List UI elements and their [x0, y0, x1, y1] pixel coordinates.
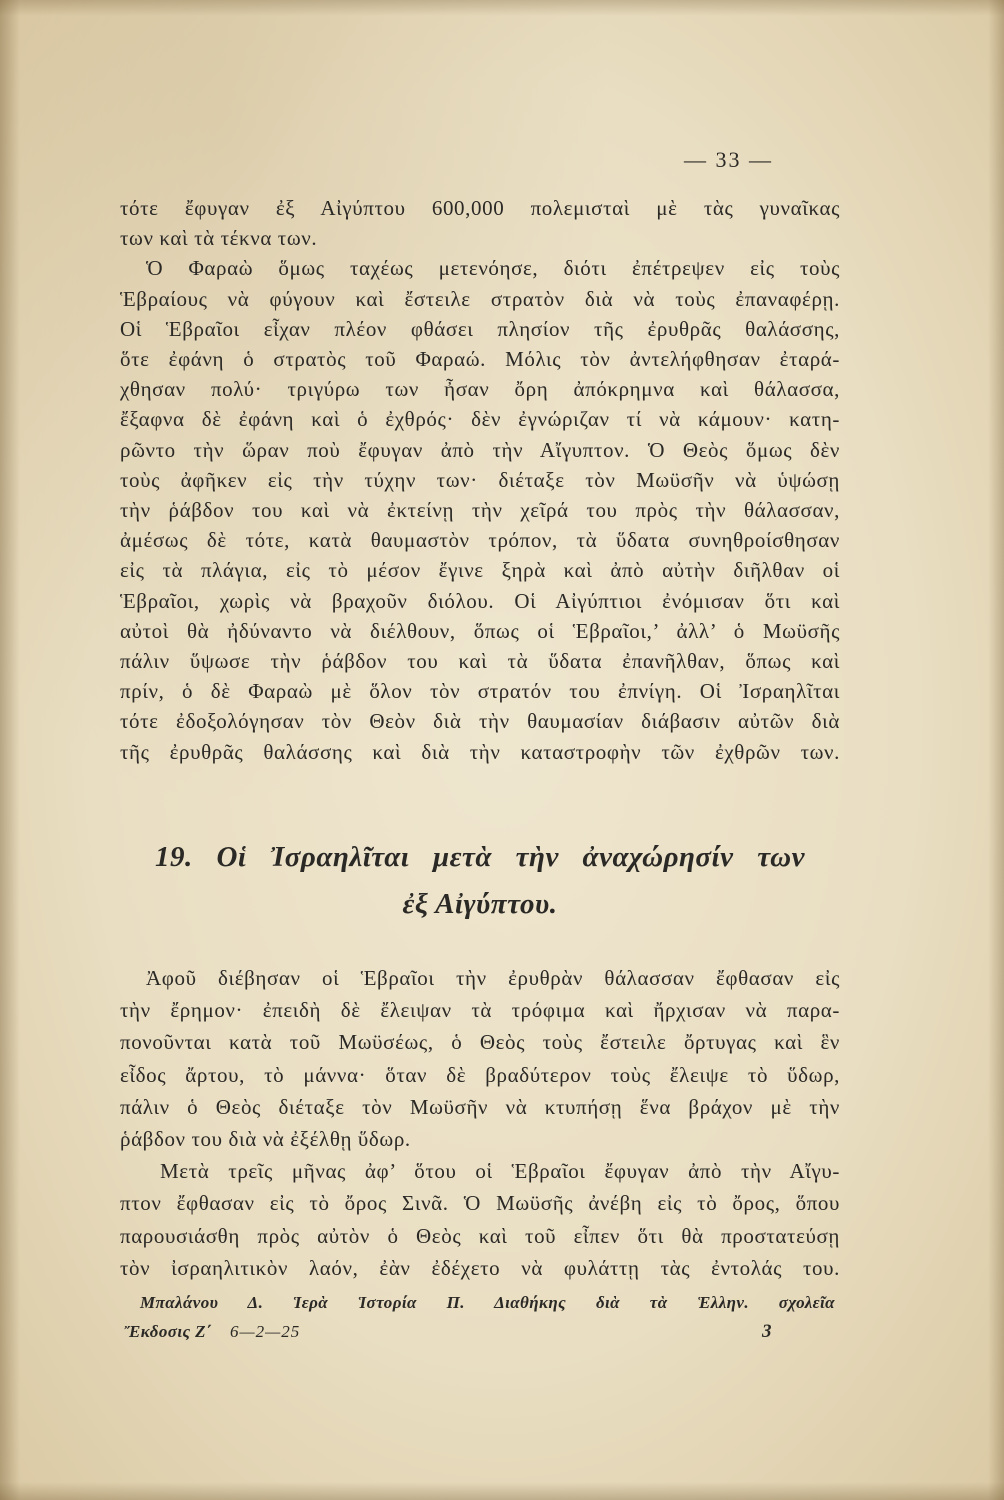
edition-label: Ἔκδοσις Ζ΄ — [124, 1322, 212, 1341]
body-text-upper — [120, 193, 840, 767]
text-line: Οἱ Ἑβραῖοι εἶχαν πλέον φθάσει πλησίον τῆς ἐρυθρᾶς θαλάσσης, — [120, 316, 840, 341]
text-line: ἀμέσως δὲ τότε, κατὰ θαυμαστὸν τρόπον, τὰ ὕδατα συνηθροίσθησαν — [120, 528, 840, 553]
printer-signature-mark: 3 — [762, 1321, 772, 1342]
text-line: πρίν, ὁ δὲ Φαραὼ μὲ ὅλον τὸν στρατόν του ἐπνίγη. Οἱ Ἰσραηλῖται — [120, 679, 840, 704]
section-heading — [155, 834, 805, 881]
paragraph — [120, 962, 840, 1155]
paragraph — [120, 193, 840, 253]
text-line: τὸν ἰσραηλιτικὸν λαόν, ἐὰν ἐδέχετο νὰ φυλάττῃ τὰς ἐντολάς του. — [120, 1255, 840, 1280]
footer-book-info: Μπαλάνου Δ. Ἱερὰ Ἱστορία Π. Διαθήκης διὰ τὰ Ἑλλην. σχολεῖα — [140, 1293, 835, 1312]
text-line: ἔξαφνα δὲ ἐφάνη καὶ ὁ ἐχθρός· δὲν ἐγνώριζαν τί νὰ κάμουν· κατη- — [120, 407, 840, 432]
text-line: Ἀφοῦ διέβησαν οἱ Ἑβραῖοι τὴν ἐρυθρὰν θάλασσαν ἔφθασαν εἰς — [146, 966, 840, 990]
text-line: Ἑβραῖοι, χωρὶς νὰ βραχοῦν διόλου. Οἱ Αἰγύπτιοι ἐνόμισαν ὅτι καὶ — [120, 588, 840, 613]
text-line: πάλιν ὕψωσε τὴν ῥάβδον του καὶ τὰ ὕδατα ἐπανῆλθαν, ὅπως καὶ — [120, 649, 840, 674]
text-line: παρουσιάσθη πρὸς αὐτὸν ὁ Θεὸς καὶ τοῦ εἶπεν ὅτι θὰ προστατεύσῃ — [120, 1223, 840, 1248]
text-line: ῥάβδον του διὰ νὰ ἐξέλθῃ ὕδωρ. — [120, 1127, 411, 1152]
text-line: ὅτε ἐφάνη ὁ στρατὸς τοῦ Φαραώ. Μόλις τὸν ἀντελήφθησαν ἐταρά- — [120, 347, 840, 372]
text-line: τὴν ἔρημον· ἐπειδὴ δὲ ἔλειψαν τὰ τρόφιμα καὶ ἤρχισαν νὰ παρα- — [120, 998, 840, 1023]
text-line: Ἑβραίους νὰ φύγουν καὶ ἔστειλε στρατὸν διὰ νὰ τοὺς ἐπαναφέρῃ. — [120, 286, 840, 311]
section-heading-continued: ἐξ Αἰγύπτου. — [402, 888, 558, 920]
text-line: τοὺς ἀφῆκεν εἰς τὴν τύχην των· διέταξε τὸν Μωϋσῆν νὰ ὑψώσῃ — [120, 467, 840, 492]
body-text-lower — [120, 962, 840, 1284]
text-line: πάλιν ὁ Θεὸς διέταξε τὸν Μωϋσῆν νὰ κτυπήσῃ ἕνα βράχον μὲ τὴν — [120, 1094, 840, 1119]
paragraph — [120, 253, 840, 766]
section-title: Οἱ Ἰσραηλῖται μετὰ τὴν ἀναχώρησίν των — [216, 841, 805, 873]
text-line: τῆς ἐρυθρᾶς θαλάσσης καὶ διὰ τὴν καταστροφὴν τῶν ἐχθρῶν των. — [120, 739, 840, 764]
text-line: πονοῦνται κατὰ τοῦ Μωϋσέως, ὁ Θεὸς τοὺς ἔστειλε ὄρτυγας καὶ ἓν — [120, 1030, 840, 1055]
footer-edition — [124, 1317, 300, 1346]
section-number: 19. — [155, 841, 193, 873]
text-line: τότε ἔφυγαν ἐξ Αἰγύπτου 600,000 πολεμισταὶ μὲ τὰς γυναῖκας — [120, 196, 840, 220]
edition-date: 6—2—25 — [229, 1322, 301, 1341]
text-line: των καὶ τὰ τέκνα των. — [120, 226, 318, 251]
text-line: τότε ἐδοξολόγησαν τὸν Θεὸν διὰ τὴν θαυμασίαν διάβασιν αὐτῶν διὰ — [120, 709, 840, 734]
text-line: Μετὰ τρεῖς μῆνας ἀφ’ ὅτου οἱ Ἑβραῖοι ἔφυγαν ἀπὸ τὴν Αἴγυ- — [160, 1159, 840, 1184]
page-number: — 33 — — [684, 147, 773, 172]
text-line: αὐτοὶ θὰ ἠδύναντο νὰ διέλθουν, ὅπως οἱ Ἑβραῖοι,’ ἀλλ’ ὁ Μωϋσῆς — [120, 618, 840, 643]
text-line: εἰς τὰ πλάγια, εἰς τὸ μέσον ἔγινε ξηρὰ καὶ ἀπὸ αὐτὴν διῆλθαν οἱ — [120, 558, 840, 583]
text-line: ρῶντο τὴν ὥραν ποὺ ἔφυγαν ἀπὸ τὴν Αἴγυπτον. Ὁ Θεὸς ὅμως δὲν — [120, 437, 840, 462]
text-line: Ὁ Φαραὼ ὅμως ταχέως μετενόησε, διότι ἐπέτρεψεν εἰς τοὺς — [146, 256, 840, 281]
paragraph — [120, 1155, 840, 1284]
text-line: πτον ἔφθασαν εἰς τὸ ὄρος Σινᾶ. Ὁ Μωϋσῆς ἀνέβη εἰς τὸ ὄρος, ὅπου — [120, 1191, 840, 1216]
text-line: τὴν ῥάβδον του καὶ νὰ ἐκτείνῃ τὴν χεῖρά του πρὸς τὴν θάλασσαν, — [120, 498, 840, 523]
text-line: εἶδος ἄρτου, τὸ μάννα· ὅταν δὲ βραδύτερον τοὺς ἔλειψε τὸ ὕδωρ, — [120, 1062, 840, 1087]
text-line: χθησαν πολύ· τριγύρω των ἦσαν ὄρη ἀπόκρημνα καὶ θάλασσα, — [120, 377, 840, 402]
